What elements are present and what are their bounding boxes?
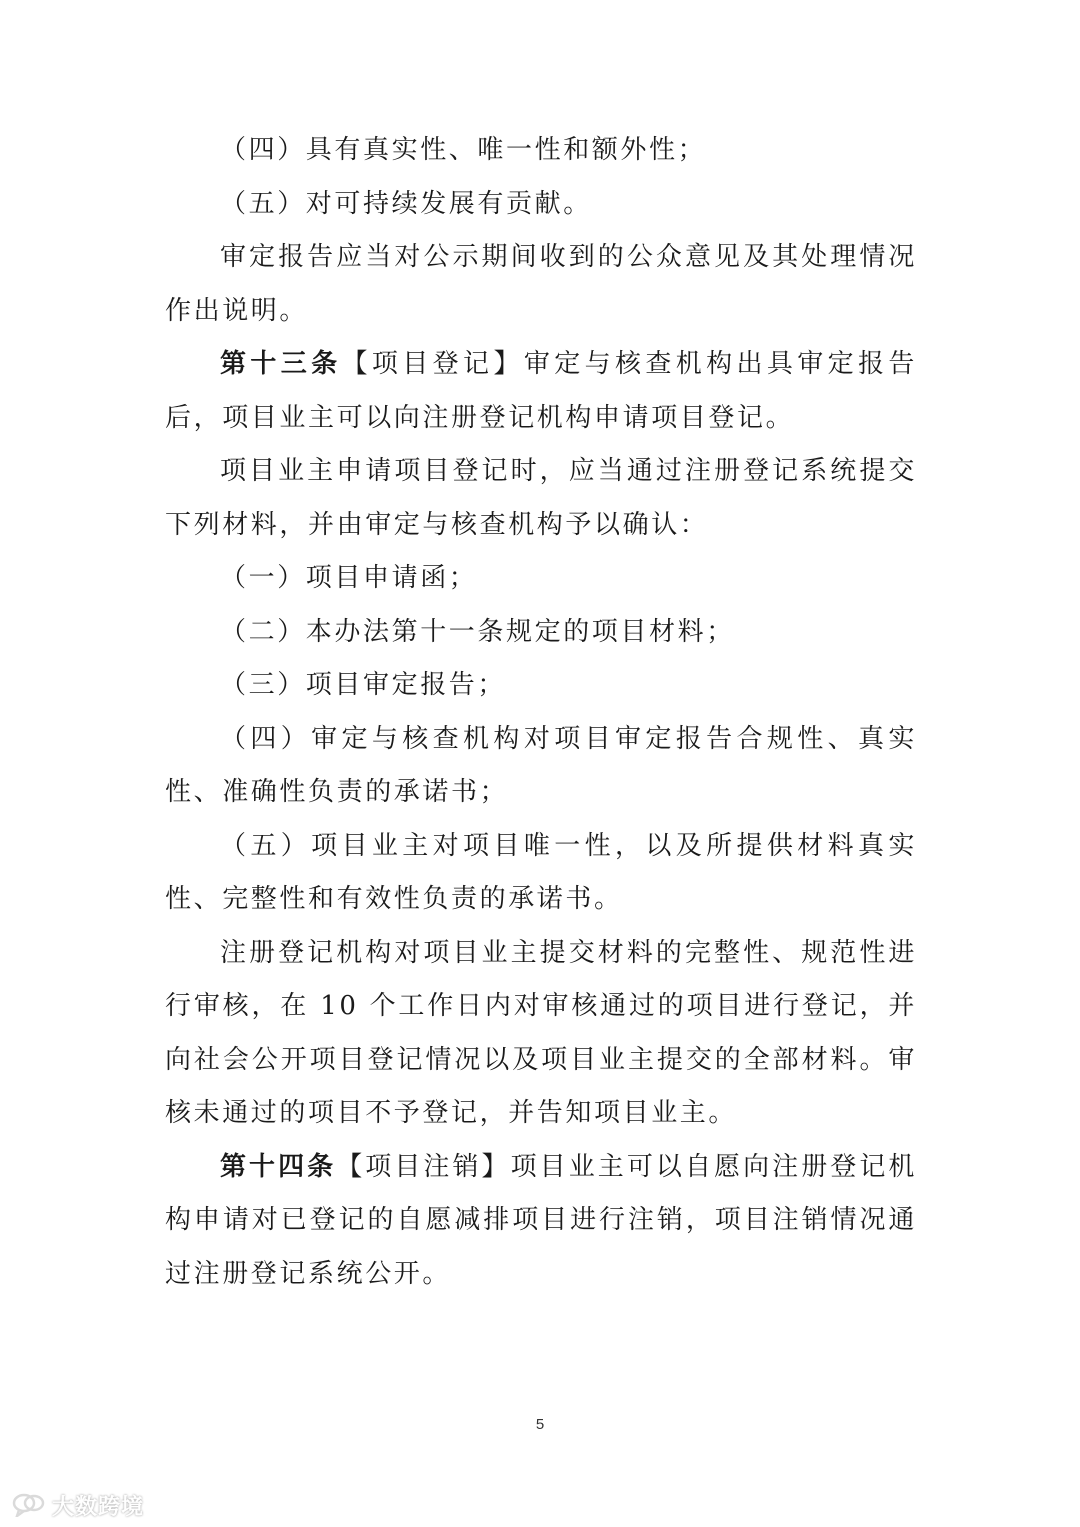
paragraph-text: 【项目注销】项目业主可以自愿向注册登记机构申请对已登记的自愿减排项目进行注销，项目注销情况通过注册登记系统公开。 — [165, 1151, 917, 1289]
article-14 — [165, 1141, 917, 1302]
list-item-4 — [165, 713, 917, 820]
paragraph-item-5 — [165, 178, 917, 232]
paragraph-text: 【项目登记】审定与核查机构出具审定报告后，项目业主可以向注册登记机构申请项目登记。 — [165, 349, 917, 433]
watermark-text: 大数跨境 — [52, 1495, 145, 1520]
paragraph-materials — [165, 445, 917, 552]
article-13 — [165, 338, 917, 445]
paragraph-text: （三）项目审定报告； — [220, 670, 507, 700]
article-14-heading: 第十四条 — [220, 1151, 337, 1182]
paragraph-item-4 — [165, 124, 917, 178]
article-13-heading: 第十三条 — [220, 349, 342, 379]
paragraph-text: （一）项目申请函； — [220, 563, 478, 593]
watermark — [12, 1490, 144, 1521]
paragraph-text: （五）项目业主对项目唯一性，以及所提供材料真实性、完整性和有效性负责的承诺书。 — [165, 830, 917, 914]
paragraph-public-opinion — [165, 231, 917, 338]
paragraph-text: （四）具有真实性、唯一性和额外性； — [220, 135, 707, 165]
paragraph-text: 审定报告应当对公示期间收到的公众意见及其处理情况作出说明。 — [165, 242, 917, 326]
list-item-3 — [165, 659, 917, 713]
paragraph-text: 项目业主申请项目登记时，应当通过注册登记系统提交下列材料，并由审定与核查机构予以确认： — [165, 456, 917, 540]
paragraph-text: 注册登记机构对项目业主提交材料的完整性、规范性进行审核，在 10 个工作日内对审核通过的项目进行登记，并向社会公开项目登记情况以及项目业主提交的全部材料。审核未通过的项目不予登记，并告知项目业主。 — [165, 937, 917, 1128]
speech-bubble-logo-icon — [12, 1491, 46, 1521]
page-number: 5 — [535, 1416, 545, 1433]
paragraph-text: （五）对可持续发展有贡献。 — [220, 188, 592, 219]
list-item-2 — [165, 606, 917, 660]
list-item-1 — [165, 552, 917, 606]
paragraph-text: （四）审定与核查机构对项目审定报告合规性、真实性、准确性负责的承诺书； — [165, 723, 917, 807]
document-body — [165, 124, 917, 1301]
list-item-5 — [165, 820, 917, 927]
paragraph-review — [165, 927, 917, 1141]
paragraph-text: （二）本办法第十一条规定的项目材料； — [220, 616, 735, 647]
